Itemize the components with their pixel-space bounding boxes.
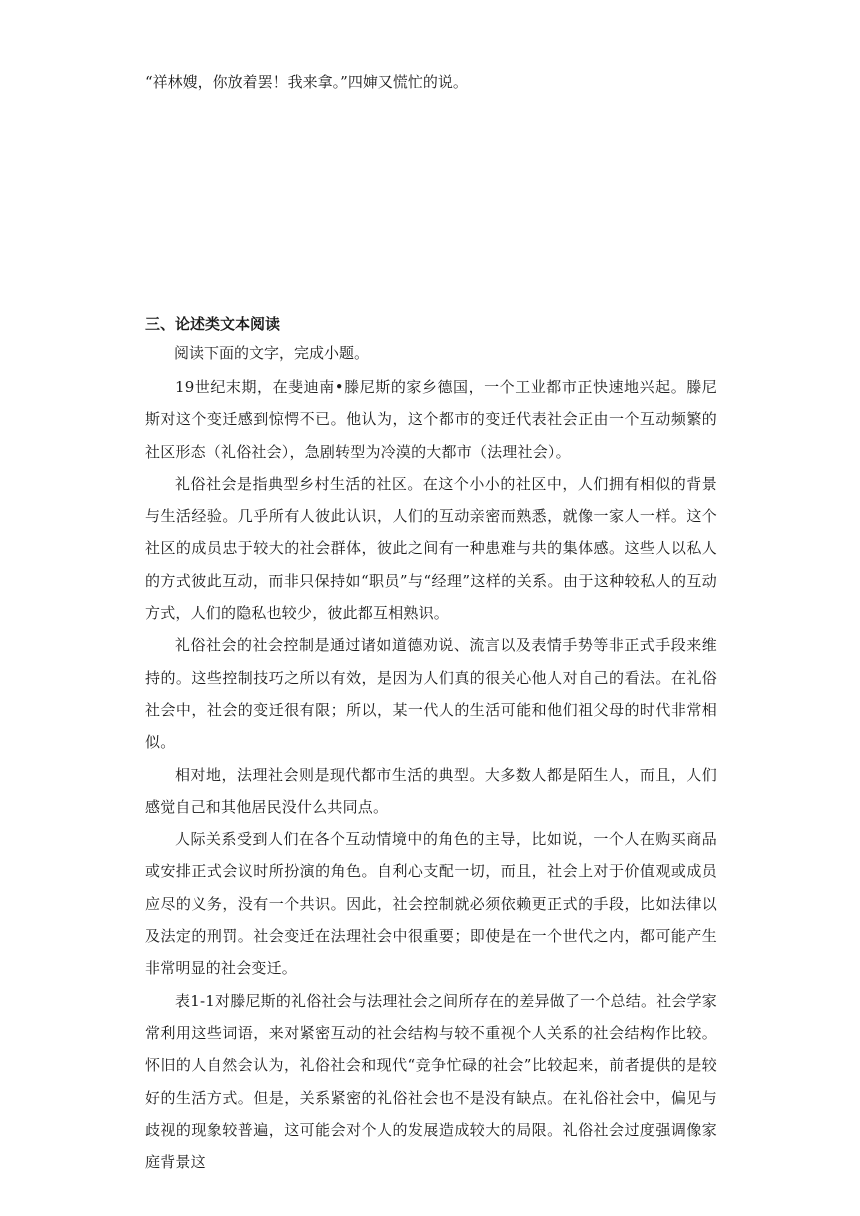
paragraph-5: 人际关系受到人们在各个互动情境中的角色的主导，比如说，一个人在购买商品或安排正式会议时所扮演的角色。自利心支配一切，而且，社会上对于价值观或成员应尽的义务，没有一个共识。因此，社会控制就必须依赖更正式的手段，比如法律以及法定的刑罚。社会变迁在法理社会中很重要；即使是在一个世代之内，都可能产生非常明显的社会变迁。 xyxy=(145,830,717,978)
paragraph-6: 表1-1对滕尼斯的礼俗社会与法理社会之间所存在的差异做了一个总结。社会学家常利用这些词语，来对紧密互动的社会结构与较不重视个人关系的社会结构作比较。怀旧的人自然会认为，礼俗社会和现代“竞争忙碌的社会”比较起来，前者提供的是较好的生活方式。但是，关系紧密的礼俗社会也不是没有缺点。在礼俗社会中，偏见与歧视的现象较普遍，这可能会对个人的发展造成较大的局限。礼俗社会过度强调像家庭背景这 xyxy=(145,991,717,1172)
paragraph-4: 相对地，法理社会则是现代都市生活的典型。大多数人都是陌生人，而且，人们感觉自己和其他居民没什么共同点。 xyxy=(145,765,717,816)
paragraph-2: 礼俗社会是指典型乡村生活的社区。在这个小小的社区中，人们拥有相似的背景与生活经验。几乎所有人彼此认识，人们的互动亲密而熟悉，就像一家人一样。这个社区的成员忠于较大的社会群体，彼此之间有一种患难与共的集体感。这些人以私人的方式彼此互动，而非只保持如“职员”与“经理”这样的关系。由于这种较私人的互动方式，人们的隐私也较少，彼此都互相熟识。 xyxy=(145,474,717,623)
section-heading: 三、论述类文本阅读 xyxy=(145,315,281,333)
paragraph-3: 礼俗社会的社会控制是通过诸如道德劝说、流言以及表情手势等非正式手段来维持的。这些控制技巧之所以有效，是因为人们真的很关心他人对自己的看法。在礼俗社会中，社会的变迁很有限；所以，某一代人的生活可能和他们祖父母的时代非常相似。 xyxy=(145,636,717,752)
article-body xyxy=(145,371,717,1178)
paragraph-1: 19世纪末期，在斐迪南•滕尼斯的家乡德国，一个工业都市正快速地兴起。滕尼斯对这个变迁感到惊愕不已。他认为，这个都市的变迁代表社会正由一个互动频繁的社区形态（礼俗社会），急剧转型为冷漠的大都市（法理社会）。 xyxy=(145,378,717,461)
dialogue-quote: “祥林嫂，你放着罢！我来拿。”四婶又慌忙的说。 xyxy=(145,73,468,91)
reading-instruction: 阅读下面的文字，完成小题。 xyxy=(174,344,370,362)
